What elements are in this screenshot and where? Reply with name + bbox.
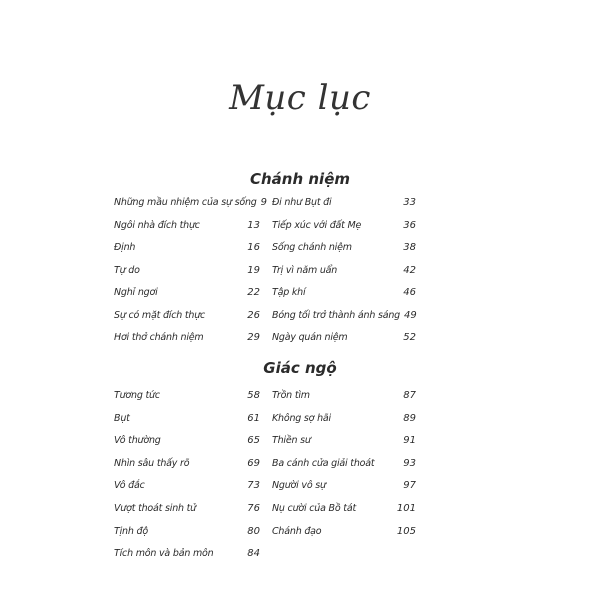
toc-entry (114, 332, 260, 355)
toc-entry (272, 435, 416, 458)
toc-entry-title: Định (114, 242, 136, 253)
toc-entry (272, 242, 416, 265)
toc-entry-page-number: 26 (247, 309, 260, 321)
toc-entry-page-number: 73 (247, 480, 260, 492)
toc-entry-title: Vô thường (114, 435, 161, 447)
toc-entry (114, 220, 260, 243)
toc-entry-title: Người vô sự (272, 480, 326, 492)
toc-entry-page-number: 97 (403, 480, 416, 492)
toc-entry-title: Vượt thoát sinh tử (114, 502, 196, 514)
toc-entry-page-number: 36 (403, 219, 416, 231)
toc-column-chanh-niem-right (272, 197, 416, 355)
toc-column-chanh-niem-left (114, 197, 267, 355)
toc-entry (272, 197, 416, 220)
toc-entry-page-number: 46 (403, 287, 416, 298)
toc-entry (114, 242, 260, 265)
toc-entry-title: Chánh đạo (272, 525, 322, 537)
toc-entry (272, 413, 416, 436)
toc-entry (272, 310, 416, 333)
toc-entry-page-number: 9 (260, 197, 267, 208)
toc-entry-page-number: 52 (403, 332, 416, 343)
toc-column-giac-ngo-right (272, 390, 416, 548)
toc-entry-page-number: 91 (403, 435, 416, 447)
toc-entry-page-number: 101 (396, 502, 416, 514)
toc-entry (114, 435, 260, 458)
toc-entry-title: Nụ cười của Bồ tát (272, 502, 356, 514)
toc-entry-title: Nghỉ ngơi (114, 287, 158, 298)
toc-entry-page-number: 22 (247, 287, 260, 298)
toc-entry-title: Vô đắc (114, 480, 145, 492)
toc-entry (272, 526, 416, 549)
toc-entry-page-number: 69 (247, 457, 260, 469)
toc-entry (114, 480, 260, 503)
toc-entry-page-number: 80 (247, 525, 260, 537)
toc-entry-title: Ngôi nhà đích thực (114, 219, 200, 231)
toc-entry-page-number: 42 (403, 264, 416, 276)
page-title: Mục lục (229, 78, 371, 118)
toc-entry-page-number: 33 (403, 197, 416, 208)
toc-entry-title: Ngày quán niệm (272, 332, 348, 343)
toc-entry-title: Ba cánh cửa giải thoát (272, 457, 375, 469)
toc-entry-page-number: 93 (403, 457, 416, 469)
toc-entry-title: Hơi thở chánh niệm (114, 332, 204, 343)
toc-entry (272, 503, 416, 526)
toc-entry-title: Tập khí (272, 287, 306, 298)
toc-entry (114, 548, 260, 571)
toc-entry-title: Sự có mặt đích thực (114, 309, 206, 321)
toc-entry-page-number: 38 (403, 242, 416, 253)
toc-entry (114, 265, 260, 288)
toc-entry-title: Tương tức (114, 390, 160, 401)
toc-entry (272, 265, 416, 288)
toc-entry-page-number: 105 (396, 525, 416, 537)
toc-entry-title: Tịnh độ (114, 525, 148, 537)
toc-entry (272, 458, 416, 481)
toc-entry (272, 287, 416, 310)
toc-entry-title: Tích môn và bản môn (114, 548, 214, 560)
toc-entry-page-number: 49 (404, 309, 417, 321)
toc-entry-title: Nhìn sâu thấy rõ (114, 457, 190, 469)
toc-entry-page-number: 29 (247, 332, 260, 343)
toc-entry-title: Thiền sư (272, 435, 311, 447)
toc-entry-page-number: 89 (403, 412, 416, 424)
toc-entry-page-number: 61 (247, 412, 260, 424)
toc-entry (272, 332, 416, 355)
section-heading-giac-ngo: Giác ngộ (263, 359, 337, 377)
section-heading-chanh-niem: Chánh niệm (249, 170, 350, 188)
toc-entry (114, 503, 260, 526)
toc-entry (114, 310, 260, 333)
toc-entry-title: Sống chánh niệm (272, 242, 352, 253)
toc-entry-title: Tự do (114, 264, 140, 276)
toc-entry-title: Bóng tối trở thành ánh sáng (272, 309, 400, 321)
toc-entry-page-number: 87 (403, 390, 416, 401)
toc-entry-page-number: 19 (247, 264, 260, 276)
toc-entry-page-number: 13 (247, 219, 260, 231)
toc-entry (272, 390, 416, 413)
toc-entry (114, 458, 260, 481)
toc-entry (114, 390, 260, 413)
toc-entry-page-number: 76 (247, 502, 260, 514)
toc-entry-title: Những mầu nhiệm của sự sống (114, 197, 257, 208)
toc-entry (114, 526, 260, 549)
toc-entry-title: Đi như Bụt đi (272, 197, 332, 208)
toc-entry-page-number: 84 (247, 548, 260, 560)
toc-entry (272, 480, 416, 503)
toc-entry-title: Trị vì năm uẩn (272, 264, 338, 276)
toc-entry-page-number: 16 (247, 242, 260, 253)
toc-entry-title: Tiếp xúc với đất Mẹ (272, 219, 362, 231)
toc-entry-title: Trồn tìm (272, 390, 310, 401)
toc-entry (114, 413, 260, 436)
toc-entry-title: Bụt (114, 412, 130, 424)
toc-entry-page-number: 58 (247, 390, 260, 401)
toc-entry-title: Không sợ hãi (272, 412, 331, 424)
toc-column-giac-ngo-left (114, 390, 260, 571)
toc-entry (114, 287, 260, 310)
toc-entry (114, 197, 267, 220)
toc-entry-page-number: 65 (247, 435, 260, 447)
toc-entry (272, 220, 416, 243)
